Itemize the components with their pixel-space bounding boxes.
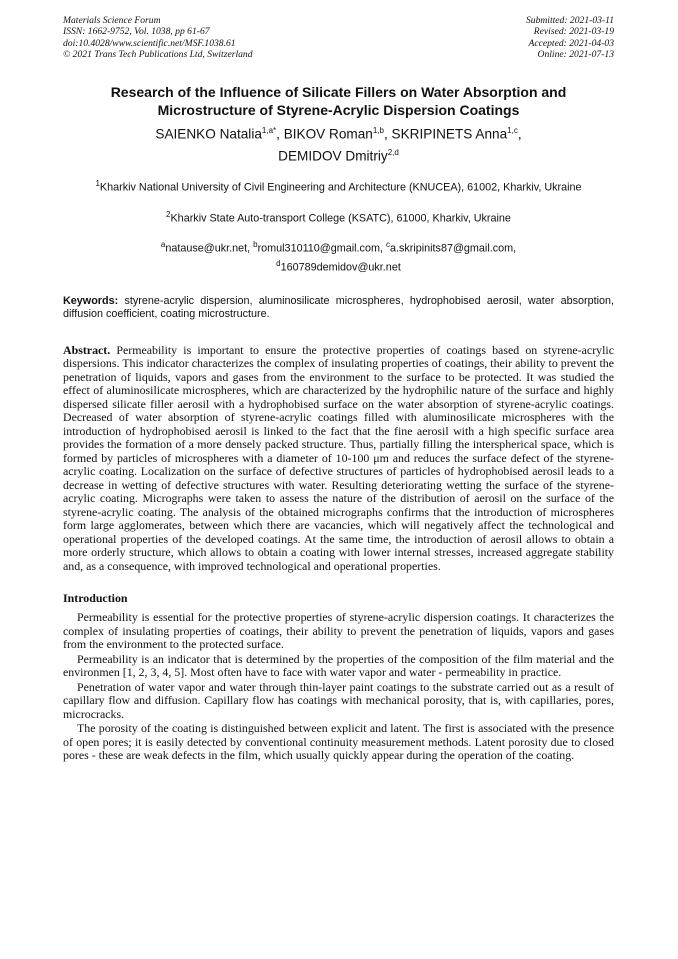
journal-info	[63, 15, 253, 60]
abstract-label: Abstract.	[63, 342, 111, 357]
keywords-label: Keywords:	[63, 294, 119, 307]
author-emails	[63, 238, 614, 274]
author-name: BIKOV Roman	[283, 126, 373, 142]
author-separator: ,	[276, 126, 284, 142]
author-list	[63, 122, 614, 165]
author-affiliation-marker: 1,b	[372, 126, 384, 136]
email-separator: ,	[247, 243, 254, 256]
email-separator: ,	[379, 243, 386, 256]
abstract	[63, 344, 614, 574]
affiliation-text: Kharkiv National University of Civil Engineering and Architecture (KNUCEA), 61002, Kharkiv, Ukraine	[99, 181, 582, 194]
paragraph: Permeability is essential for the protective properties of styrene-acrylic dispersion coatings. It characterizes the complex of insulating properties of coatings, their ability to prevent the penetration of liquids, vapors and gases from the environment to the protected surface.	[63, 610, 614, 652]
affiliation-marker: 2	[166, 210, 171, 220]
email-marker: b	[253, 240, 258, 250]
email-marker: d	[276, 258, 281, 268]
email-address: natause@ukr.net	[165, 243, 248, 256]
paragraph: The porosity of the coating is distinguished between explicit and latent. The first is associated with the presence of open pores; it is easily detected by conventional continuity measurement methods. Latent porosity due to closed pores - these are weak defects in the film, which usually quickly appear during the operation of the coating.	[63, 721, 614, 763]
keywords-text: styrene-acrylic dispersion, aluminosilicate microspheres, hydrophobised aerosil, water absorption, diffusion coefficient, coating microstructure.	[63, 294, 614, 321]
email-address: 160789demidov@ukr.net	[280, 261, 401, 274]
journal-issn: ISSN: 1662-9752, Vol. 1038, pp 61-67	[63, 26, 210, 38]
date-revised: Revised: 2021-03-19	[533, 26, 614, 38]
paper-title: Research of the Influence of Silicate Fillers on Water Absorption and Microstructure of Styrene-Acrylic Dispersion Coatings	[110, 84, 567, 119]
journal-doi: doi:10.4028/www.scientific.net/MSF.1038.61	[63, 37, 236, 49]
paragraph: Penetration of water vapor and water through thin-layer paint coatings to the substrate carried out as a result of capillary flow and diffusion. Capillary flow has coatings with mechanical porosity, that is, with capillaries, pores, microcracks.	[63, 679, 614, 721]
email-marker: a	[160, 240, 166, 250]
author-affiliation-marker: 1,c	[507, 126, 518, 136]
introduction-heading: Introduction	[63, 591, 128, 606]
author-name: SAIENKO Natalia	[155, 126, 262, 142]
introduction-body	[63, 611, 614, 763]
affiliation-marker: 1	[95, 179, 100, 189]
affiliation-2	[63, 208, 614, 226]
author-affiliation-marker: 2,d	[387, 147, 399, 157]
journal-header	[63, 15, 614, 60]
keywords	[63, 295, 614, 322]
paper-page	[63, 15, 614, 763]
journal-name: Materials Science Forum	[63, 15, 161, 26]
date-online: Online: 2021-07-13	[537, 48, 614, 60]
author-separator: ,	[383, 126, 392, 142]
journal-copyright: © 2021 Trans Tech Publications Ltd, Switzerland	[63, 48, 253, 60]
email-address: a.skripinits87@gmail.com,	[389, 243, 517, 256]
date-submitted: Submitted: 2021-03-11	[525, 15, 614, 26]
author-name: SKRIPINETS Anna	[391, 126, 508, 142]
paragraph: Permeability is an indicator that is determined by the properties of the composition of the film material and the environmen [1, 2, 3, 4, 5]. Most often have to face with water vapor and water - permeability in practice.	[63, 651, 614, 680]
author-affiliation-marker: 1,a*	[261, 126, 277, 136]
email-address: romul310110@gmail.com	[257, 243, 380, 256]
email-marker: c	[385, 240, 390, 250]
affiliation-1	[63, 177, 614, 195]
author-name: DEMIDOV Dmitriy	[278, 148, 388, 164]
abstract-text: Permeability is important to ensure the protective properties of coatings based on styrene-acrylic dispersions. This indicator characterizes the complex of insulating properties of coatings, their ability to prevent the penetration of liquids, vapors and gases from the environment to the surface to be protected. It was studied the effect of aluminosilicate microspheres, which are characterized by the hydrophilic nature of the surface and highly dispersed silicate filler aerosil with a hydrophobised surface on the water absorption of styrene-acrylic coatings. Decreased of water absorption of styrene-acrylic coatings filled with aluminosilicate microspheres with the introduction of hydrophobised aerosil is linked to the fact that the fine aerosil with a high specific surface area provides the formation of a more densely packed structure. Thus, partially filling the interspherical space, which is formed by particles of microspheres with a diameter of 10-100 μm and reduces the surface defect of the styrene-acrylic coating. Localization on the surface of defective structures of particles of hydrophobised aerosil leads to a decrease in wetting of defective structures with water. Resulting deteriorating wetting the surface of the styrene-acrylic coating. Micrographs were taken to assess the nature of the distribution of aerosil on the surface of the styrene-acrylic coating. The analysis of the obtained micrographs confirms that the introduction of microspheres form large agglomerates, between which there are vacancies, which will negatively affect the technological and operational properties of the developed coatings. At the same time, the introduction of aerosil allows to obtain a more orderly structure, which allows to obtain a coating with lower internal stresses, increased aggregate stability and, as a consequence, with improved technological and operational properties.	[63, 342, 614, 573]
publication-dates	[526, 15, 614, 60]
date-accepted: Accepted: 2021-04-03	[528, 37, 614, 49]
author-separator: ,	[517, 126, 522, 142]
affiliation-text: Kharkiv State Auto-transport College (KSATC), 61000, Kharkiv, Ukraine	[170, 212, 511, 225]
